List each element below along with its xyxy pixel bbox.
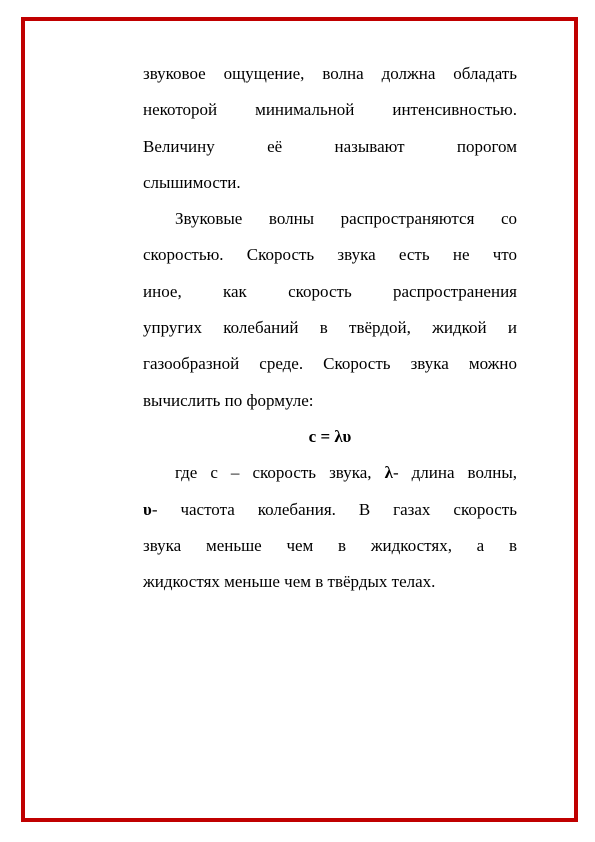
- text-line: некоторой минимальной интенсивностью.: [143, 100, 517, 120]
- text-fragment: - частота колебания. В газах скорость: [151, 499, 517, 519]
- text-line: Величину её называют порогом: [143, 136, 517, 156]
- text-line: звука меньше чем в жидкостях, а в: [143, 535, 517, 555]
- text-line: жидкостях меньше чем в твёрдых телах.: [143, 572, 436, 592]
- text-line: скоростью. Скорость звука есть не что: [143, 245, 517, 265]
- text-fragment: - длина волны,: [392, 463, 517, 483]
- paragraph-hearing-threshold: [143, 56, 517, 201]
- text-line: вычислить по формуле:: [143, 390, 314, 410]
- text-line: слышимости.: [143, 172, 241, 192]
- document-body: [143, 56, 517, 600]
- text-line: [143, 455, 517, 491]
- text-line: звуковое ощущение, волна должна обладать: [143, 64, 517, 83]
- paragraph-sound-speed: [143, 201, 517, 419]
- text-line: газообразной среде. Скорость звука можно: [143, 354, 517, 374]
- lambda-symbol: λ: [384, 463, 393, 483]
- upsilon-symbol: υ: [143, 499, 152, 519]
- paragraph-formula-explanation: [143, 455, 517, 600]
- formula-sound-speed: c = λυ: [308, 426, 352, 446]
- text-line: упругих колебаний в твёрдой, жидкой и: [143, 318, 517, 338]
- text-line: иное, как скорость распространения: [143, 281, 517, 301]
- text-fragment: где с – скорость звука,: [175, 463, 385, 483]
- text-line: [143, 492, 517, 528]
- text-line: Звуковые волны распространяются со: [175, 209, 517, 229]
